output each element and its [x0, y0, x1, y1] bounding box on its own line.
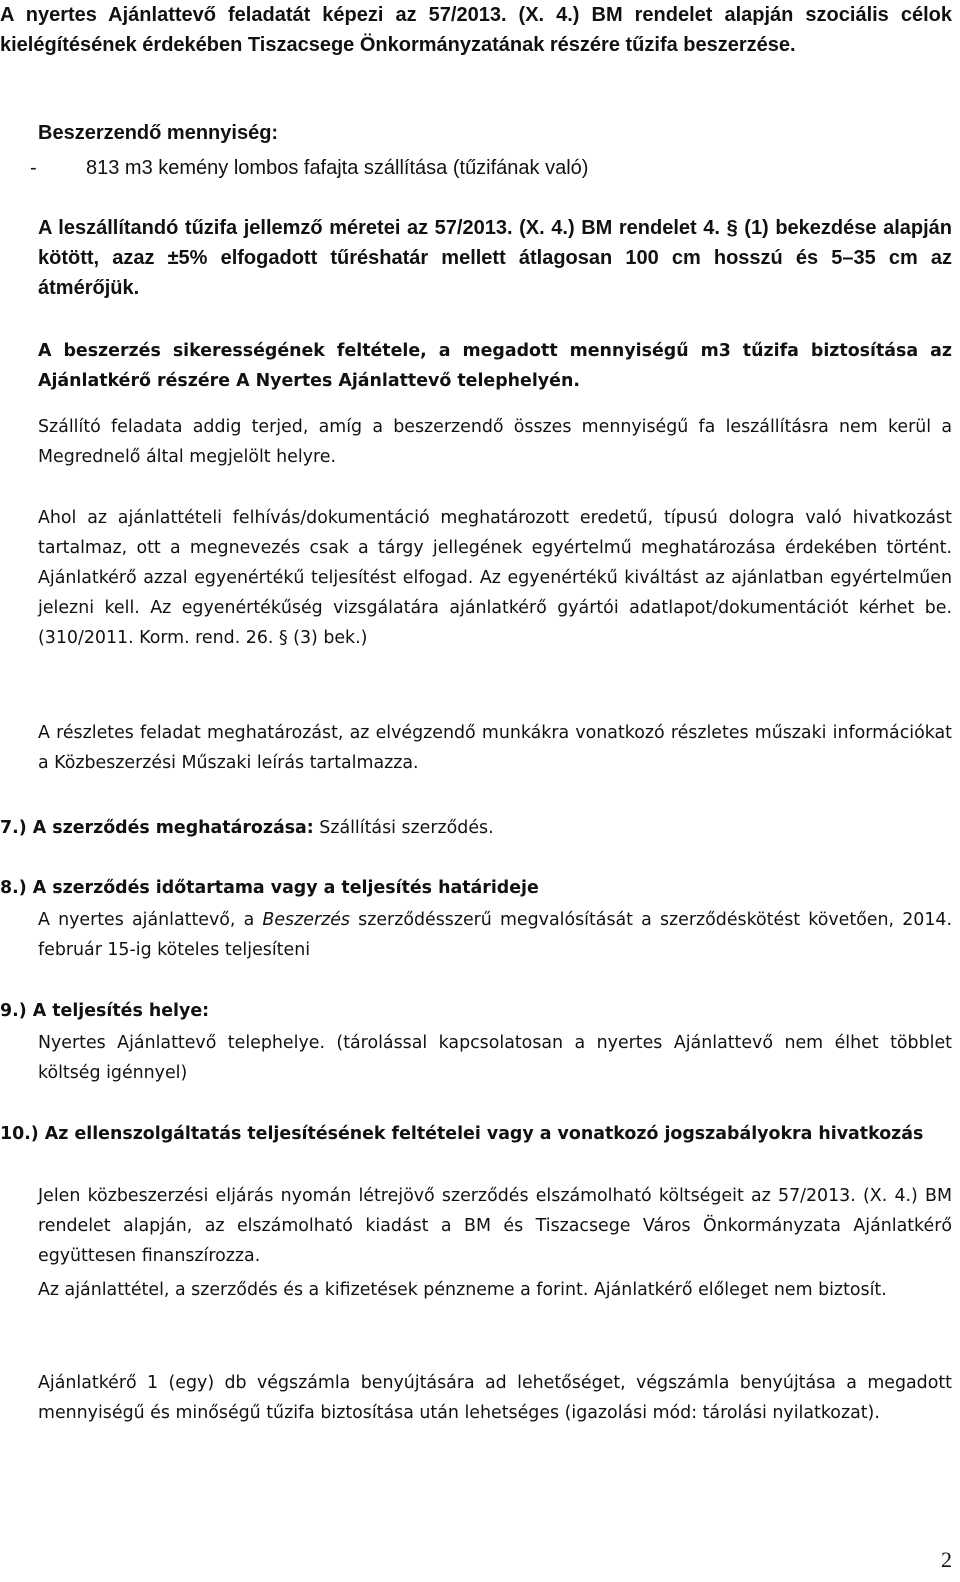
section-8-text-after: szerződésszerű megvalósítását a szerződéskötést követően, 2014. február 15-ig köteles teljesíteni [38, 910, 952, 960]
section-8-text-before: A nyertes ajánlattevő, a [38, 910, 263, 930]
section-10-paragraph-1: Jelen közbeszerzési eljárás nyomán létrejövő szerződés elszámolható költségeit az 57/2013. (X. 4.) BM rendelet alapján, az elszámolható kiadást a BM és Tiszacsege Város Önkormányzata Ajánlatkérő együttesen finanszírozza. [38, 1186, 952, 1266]
section-8-text [38, 905, 952, 965]
section-9-heading: 9.) A teljesítés helye: [0, 1001, 210, 1021]
section-7-value: Szállítási szerződés. [313, 818, 494, 838]
section-9-text: Nyertes Ajánlattevő telephelye. (tárolással kapcsolatosan a nyertes Ajánlattevő nem élhet többlet költség igénnyel) [38, 1033, 952, 1083]
delivery-scope-paragraph: Szállító feladata addig terjed, amíg a beszerzendő összes mennyiségű fa leszállításra nem kerül a Megrednelő által megjelölt helyre. [38, 417, 952, 467]
section-10-paragraph-2: Az ajánlattétel, a szerződés és a kifizetések pénzneme a forint. Ajánlatkérő előleget nem biztosít. [38, 1280, 887, 1300]
dimensions-paragraph: A leszállítandó tűzifa jellemző méretei az 57/2013. (X. 4.) BM rendelet 4. § (1) bekezdése alapján kötött, azaz ±5% elfogadott tűréshatár mellett átlagosan 100 cm hosszú és 5–35 cm az átmérőjük. [38, 217, 952, 299]
details-paragraph: A részletes feladat meghatározást, az elvégzendő munkákra vonatkozó részletes műszaki információkat a Közbeszerzési Műszaki leírás tartalmazza. [38, 723, 952, 773]
section-7-heading: 7.) A szerződés meghatározása: [0, 818, 314, 838]
section-10-paragraph-3: Ajánlatkérő 1 (egy) db végszámla benyújtására ad lehetőséget, végszámla benyújtása a megadott mennyiségű és minőségű tűzifa biztosítása után lehetséges (igazolási mód: tárolási nyilatkozat). [38, 1373, 952, 1423]
success-condition-paragraph: A beszerzés sikerességének feltétele, a megadott mennyiségű m3 tűzifa biztosítása az Ajánlatkérő részére A Nyertes Ajánlattevő telephelyén. [38, 341, 952, 391]
quantity-item-text: 813 m3 kemény lombos fafajta szállítása (tűzifának való) [86, 157, 589, 179]
intro-paragraph: A nyertes Ajánlattevő feladatát képezi az 57/2013. (X. 4.) BM rendelet alapján szociális célok kielégítésének érdekében Tiszacsege Önkormányzatának részére tűzifa beszerzése. [0, 4, 952, 56]
quantity-list-item [0, 153, 952, 183]
page-number: 2 [941, 1547, 952, 1572]
section-7 [0, 813, 952, 843]
list-dash: - [30, 157, 37, 179]
section-8-text-italic: Beszerzés [262, 910, 350, 930]
section-10-heading: 10.) Az ellenszolgáltatás teljesítésének feltételei vagy a vonatkozó jogszabályokra hivatkozás [0, 1124, 924, 1144]
section-8-heading: 8.) A szerződés időtartama vagy a teljesítés határideje [0, 878, 539, 898]
quantity-label: Beszerzendő mennyiség: [38, 122, 279, 144]
equivalence-paragraph: Ahol az ajánlattételi felhívás/dokumentáció meghatározott eredetű, típusú dologra való hivatkozást tartalmaz, ott a megnevezés csak a tárgy jellegének egyértelmű meghatározása érdekében történt. Ajánlatkérő azzal egyenértékű teljesítést elfogad. Az egyenértékű kiváltást az ajánlatban egyértelműen jelezni kell. Az egyenértékűség vizsgálatára ajánlatkérő gyártói adatlapot/dokumentációt kérhet be. (310/2011. Korm. rend. 26. § (3) bek.) [38, 508, 952, 648]
